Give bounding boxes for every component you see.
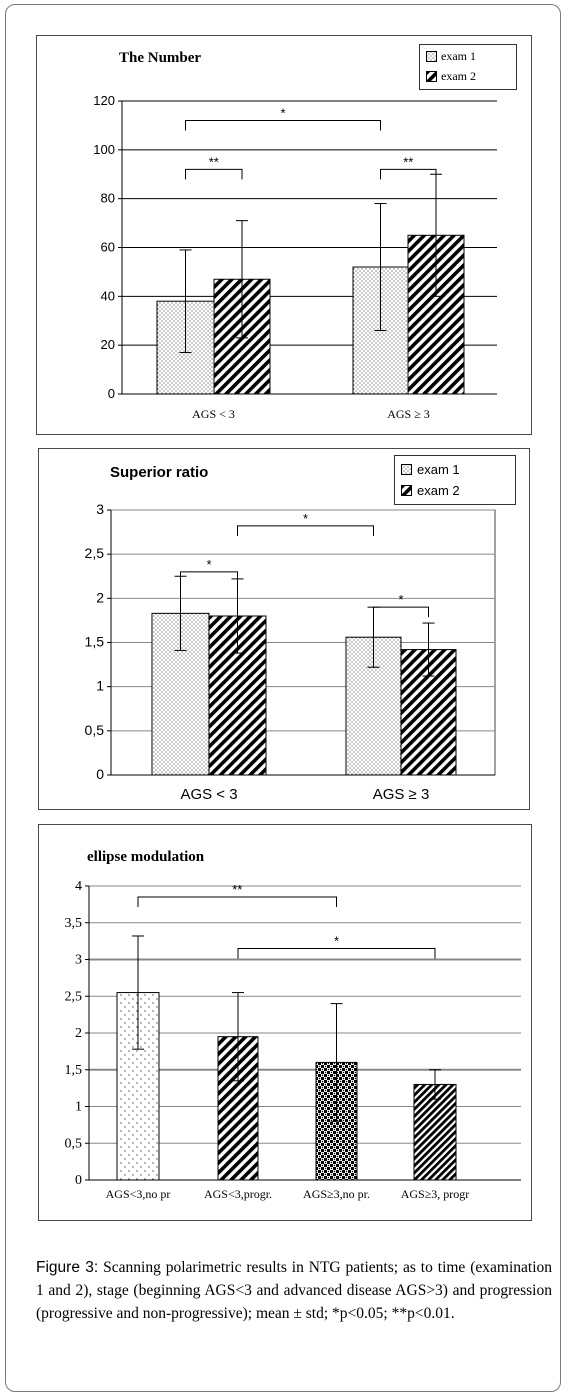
y-tick-label: 1 (75, 1099, 82, 1115)
caption-label: Figure 3: (36, 1259, 99, 1276)
chart-panel-number (36, 35, 532, 435)
y-tick-label: 120 (93, 93, 115, 108)
significance-bracket (138, 897, 337, 907)
category-label: AGS≥3,no pr. (303, 1187, 370, 1201)
chart-panel-ellipse-modulation (38, 824, 532, 1221)
legend-entry (401, 462, 460, 477)
legend (394, 455, 516, 505)
y-tick-label: 2,5 (64, 989, 82, 1005)
category-label: AGS < 3 (192, 407, 235, 421)
caption-text: Scanning polarimetric results in NTG patients; as to time (examination 1 and 2), stage (beginning AGS<3 and advanced disease AGS>3) and progression (progressive and non-progressive); mean ± std; *p<0.05; **p<0.01. (36, 1259, 553, 1322)
significance-label: * (398, 592, 404, 608)
legend-swatch-dots (426, 51, 437, 62)
y-tick-label: 0 (96, 766, 104, 782)
y-tick-label: 0 (107, 386, 115, 401)
y-tick-label: 100 (93, 141, 115, 157)
chart-panel-superior-ratio (38, 448, 530, 810)
y-tick-label: 80 (100, 190, 115, 206)
legend-swatch-hatch (426, 71, 437, 82)
y-tick-label: 1 (96, 677, 104, 694)
significance-label: ** (208, 154, 219, 170)
chart-plot (37, 36, 531, 434)
y-tick-label: 2 (96, 589, 104, 606)
y-tick-label: 3,5 (64, 915, 82, 931)
chart-title: The Number (119, 50, 202, 66)
y-tick-label: 4 (75, 879, 82, 894)
legend-entry (426, 69, 476, 84)
category-label: AGS < 3 (180, 786, 238, 803)
significance-label: * (333, 933, 340, 949)
chart-title: Superior ratio (110, 464, 209, 481)
category-label: AGS<3,progr. (203, 1187, 273, 1201)
y-tick-label: 0,5 (64, 1136, 82, 1152)
legend-label: exam 2 (441, 69, 476, 83)
legend-label: exam 1 (441, 49, 476, 63)
significance-label: ** (232, 882, 243, 898)
significance-bracket (186, 169, 243, 179)
legend-swatch-hatch (401, 485, 412, 496)
y-tick-label: 20 (100, 337, 115, 353)
y-tick-label: 0,5 (84, 721, 104, 738)
category-label: AGS ≥ 3 (387, 407, 430, 421)
significance-bracket (186, 121, 381, 131)
significance-label: * (302, 510, 309, 526)
significance-label: * (280, 105, 286, 121)
legend-label: exam 2 (417, 483, 460, 498)
category-label: AGS ≥ 3 (372, 786, 430, 803)
y-tick-label: 1,5 (64, 1062, 82, 1078)
significance-bracket (181, 572, 238, 582)
legend-label: exam 1 (417, 462, 460, 477)
significance-bracket (374, 607, 429, 617)
y-tick-label: 2,5 (84, 545, 104, 562)
y-tick-label: 60 (100, 239, 115, 255)
chart-title: ellipse modulation (87, 849, 205, 865)
y-tick-label: 1,5 (84, 633, 104, 650)
significance-bracket (238, 948, 435, 958)
legend-swatch-dots (401, 464, 412, 475)
category-label: AGS<3,no pr (105, 1187, 171, 1201)
y-tick-label: 2 (75, 1026, 82, 1041)
significance-label: * (206, 556, 212, 572)
legend-entry (401, 483, 460, 498)
legend-entry (426, 49, 476, 64)
significance-label: ** (403, 154, 414, 170)
significance-bracket (381, 169, 437, 179)
y-tick-label: 3 (96, 501, 104, 517)
figure-caption (36, 1256, 552, 1325)
significance-bracket (238, 526, 374, 536)
y-tick-label: 40 (100, 288, 115, 304)
category-label: AGS≥3, progr (400, 1187, 470, 1201)
chart-plot (39, 825, 531, 1220)
y-tick-label: 0 (75, 1173, 82, 1188)
y-tick-label: 3 (75, 952, 82, 968)
legend (419, 44, 517, 90)
